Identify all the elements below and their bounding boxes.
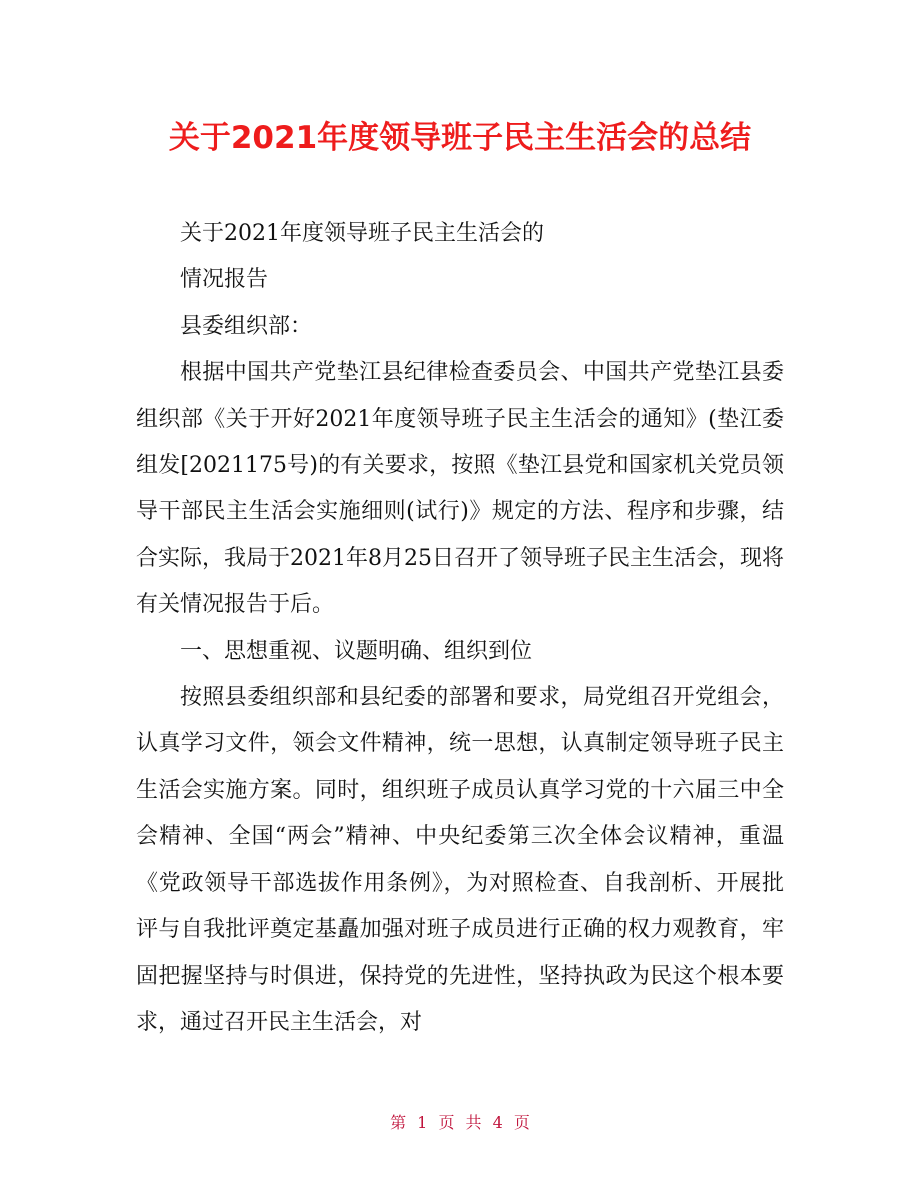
paragraph-heading-line-2: 情况报告 — [180, 267, 269, 293]
paragraph-section-heading-1: 一、思想重视、议题明确、组织到位 — [180, 638, 533, 664]
document-body — [136, 211, 784, 1046]
paragraph-section-body-1: 按照县委组织部和县纪委的部署和要求，局党组召开党组会，认真学习文件，领会文件精神，统一思想，认真制定领导班子民主生活会实施方案。同时，组织班子成员认真学习党的十六届三中全会精神、全国“两会”精神、中央纪委第三次全体会议精神，重温《党政领导干部选拔作用条例》，为对照检查、自我剖析、开展批评与自我批评奠定基矗加强对班子成员进行正确的权力观教育，牢固把握坚持与时俱进，保持党的先进性，坚持执政为民这个根本要求，通过召开民主生活会，对 — [136, 685, 784, 1035]
document-title: 关于2021年度领导班子民主生活会的总结 — [168, 120, 752, 156]
paragraph-heading-line-1: 关于2021年度领导班子民主生活会的 — [180, 221, 544, 246]
paragraph-addressee: 县委组织部： — [180, 313, 313, 339]
paragraph-intro: 根据中国共产党垫江县纪律检查委员会、中国共产党垫江县委组织部《关于开好2021年度领导班子民主生活会的通知》(垫江委组发[2021175号)的有关要求，按照《垫江县党和国家机关党员领导干部民主生活会实施细则(试行)》规定的方法、程序和步骤，结合实际，我局于2021年8月25日召开了领导班子民主生活会，现将有关情况报告于后。 — [136, 360, 784, 618]
page-number-footer: 第 1 页 共 4 页 — [390, 1113, 530, 1132]
